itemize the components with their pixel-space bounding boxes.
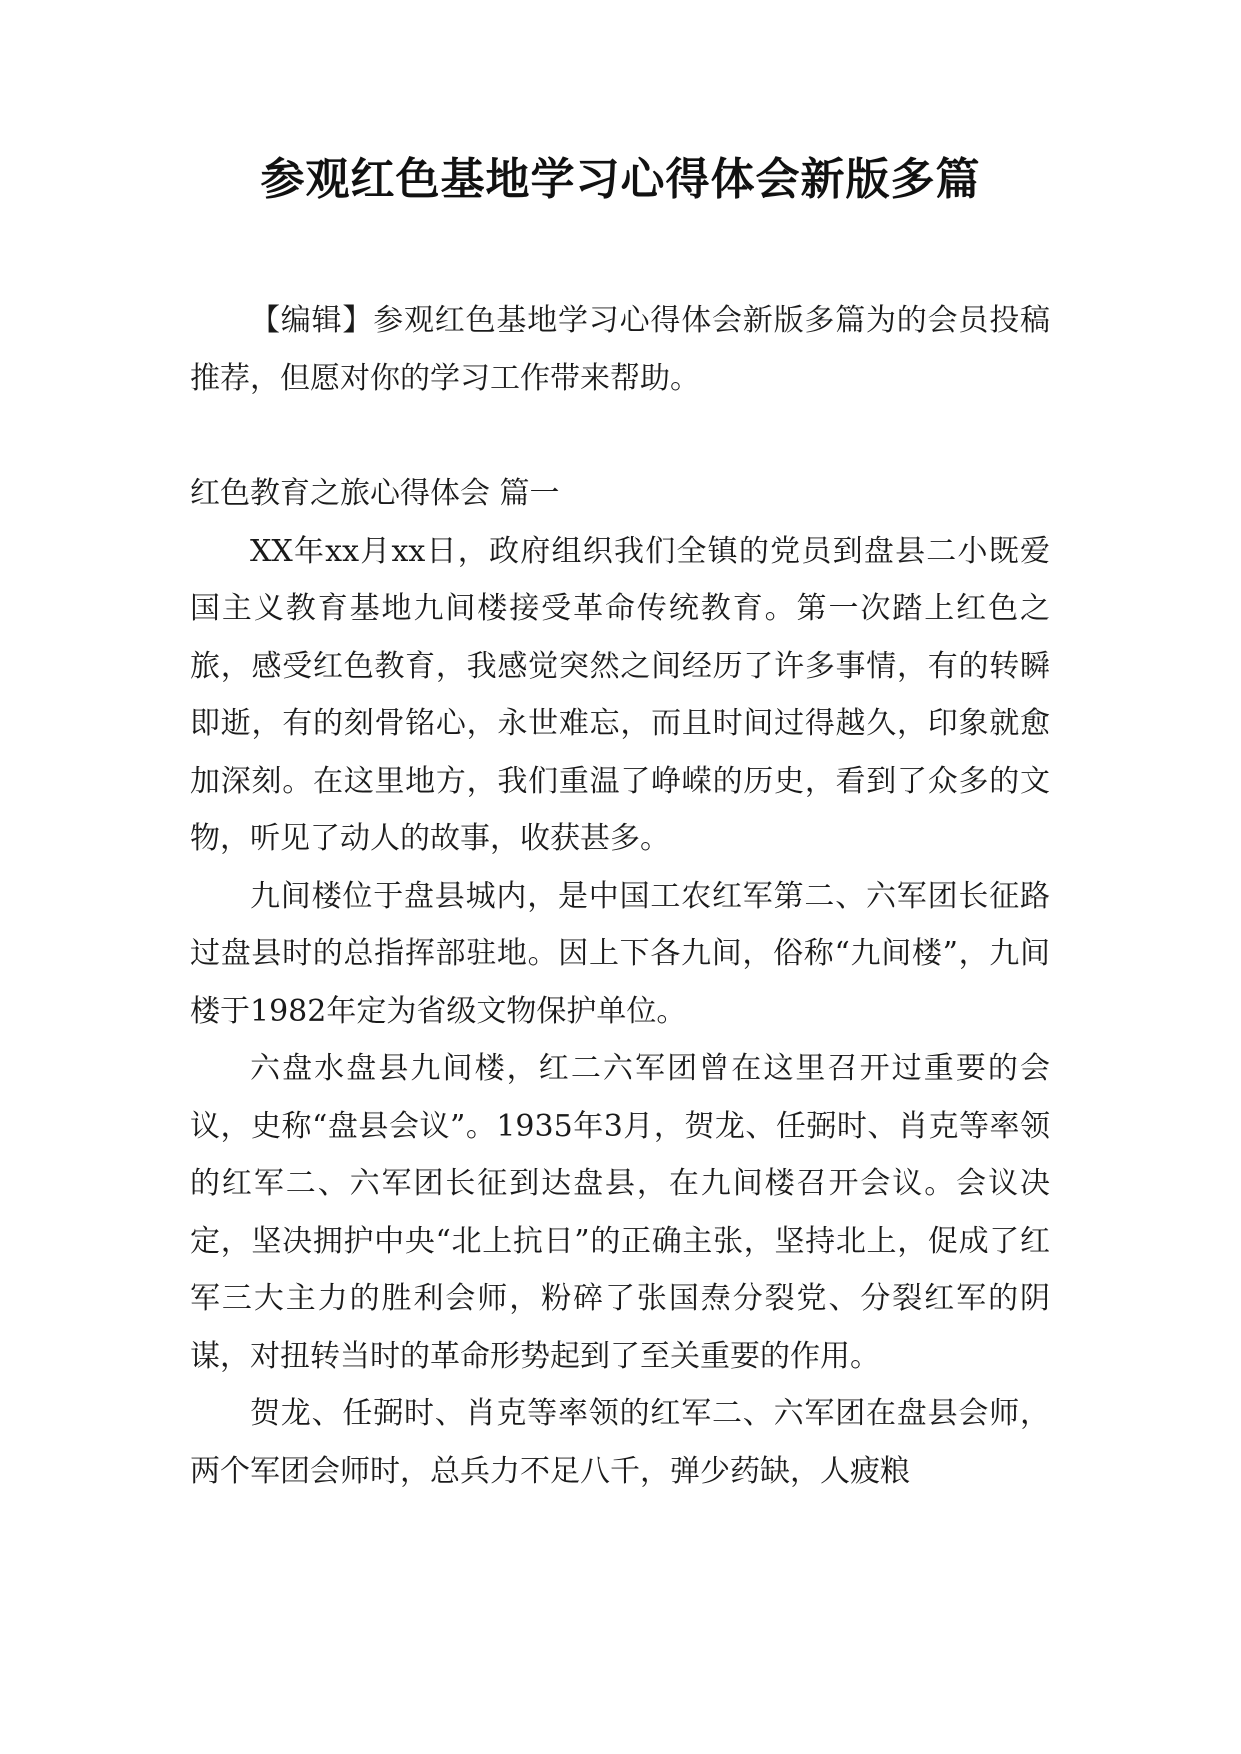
- body-paragraph: 贺龙、任弼时、肖克等率领的红军二、六军团在盘县会师，两个军团会师时，总兵力不足八千，弹少药缺，人疲粮: [190, 1396, 1050, 1489]
- article-body: [190, 465, 1050, 1500]
- body-paragraph: 六盘水盘县九间楼，红二六军团曾在这里召开过重要的会议，史称“盘县会议”。1935年3月，贺龙、任弼时、肖克等率领的红军二、六军团长征到达盘县，在九间楼召开会议。会议决定，坚决拥护中央“北上抗日”的正确主张，坚持北上，促成了红军三大主力的胜利会师，粉碎了张国焘分裂党、分裂红军的阴谋，对扭转当时的革命形势起到了至关重要的作用。: [190, 1051, 1050, 1374]
- body-paragraph: XX年xx月xx日，政府组织我们全镇的党员到盘县二小既爱国主义教育基地九间楼接受革命传统教育。第一次踏上红色之旅，感受红色教育，我感觉突然之间经历了许多事情，有的转瞬即逝，有的刻骨铭心，永世难忘，而且时间过得越久，印象就愈加深刻。在这里地方，我们重温了峥嵘的历史，看到了众多的文物，听见了动人的故事，收获甚多。: [190, 533, 1050, 856]
- body-paragraph: 九间楼位于盘县城内，是中国工农红军第二、六军团长征路过盘县时的总指挥部驻地。因上下各九间，俗称“九间楼”，九间楼于1982年定为省级文物保护单位。: [190, 878, 1050, 1029]
- section-heading: 红色教育之旅心得体会 篇一: [190, 476, 560, 511]
- intro-paragraph: 【编辑】参观红色基地学习心得体会新版多篇为的会员投稿推荐，但愿对你的学习工作带来帮助。: [190, 303, 1050, 396]
- intro-block: [190, 292, 1050, 408]
- document-title: 参观红色基地学习心得体会新版多篇: [260, 154, 981, 205]
